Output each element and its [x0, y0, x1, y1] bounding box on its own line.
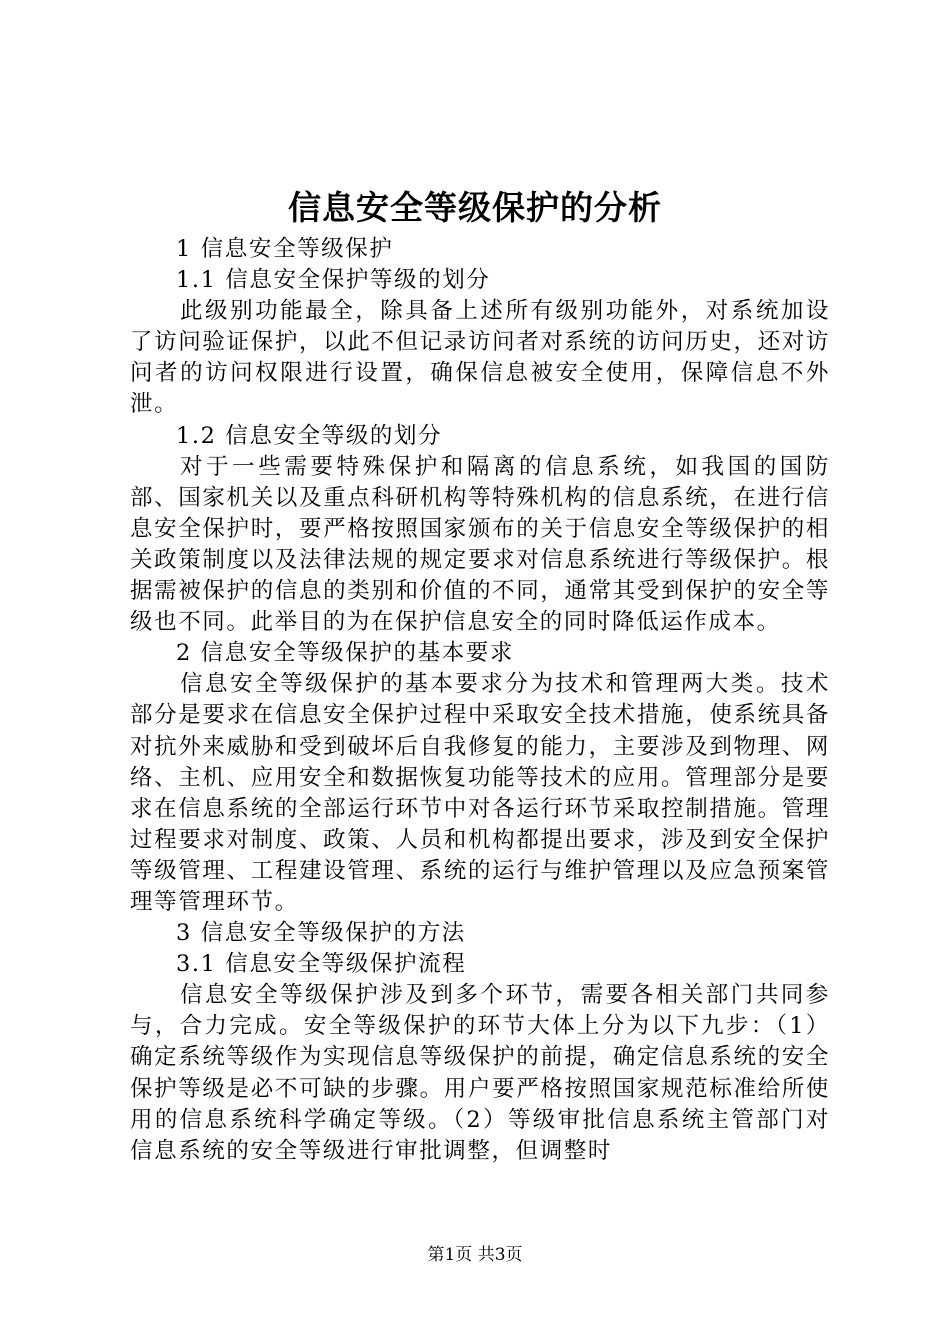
- section-heading: 1 信息安全等级保护: [176, 236, 394, 262]
- page-number-footer: 第1页 共3页: [427, 1245, 523, 1265]
- document-title: 信息安全等级保护的分析: [288, 188, 662, 227]
- section-heading: 3 信息安全等级保护的方法: [176, 920, 466, 947]
- body-paragraph: 信息安全等级保护的基本要求分为技术和管理两大类。技术部分是要求在信息安全保护过程中采取安全技术措施，使系统具备对抗外来威胁和受到破坏后自我修复的能力，主要涉及到物理、网络、主机、应用安全和数据恢复功能等技术的应用。管理部分是要求在信息系统的全部运行环节中对各运行环节采取控制措施。管理过程要求对制度、政策、人员和机构都提出要求，涉及到安全保护等级管理、工程建设管理、系统的运行与维护管理以及应急预案管理等管理环节。: [130, 671, 830, 915]
- body-paragraph: 信息安全等级保护涉及到多个环节，需要各相关部门共同参与，合力完成。安全等级保护的环节大体上分为以下九步：（1）确定系统等级作为实现信息等级保护的前提，确定信息系统的安全保护等级是必不可缺的步骤。用户要严格按照国家规范标准给所使用的信息系统科学确定等级。（2）等级审批信息系统主管部门对信息系统的安全等级进行审批调整，但调整时: [130, 982, 830, 1164]
- subsection-heading: 1.2 信息安全等级的划分: [176, 422, 443, 449]
- body-paragraph: 对于一些需要特殊保护和隔离的信息系统，如我国的国防部、国家机关以及重点科研机构等特殊机构的信息系统，在进行信息安全保护时，要严格按照国家颁布的关于信息安全等级保护的相关政策制度以及法律法规的规定要求对信息系统进行等级保护。根据需被保护的信息的类别和价值的不同，通常其受到保护的安全等级也不同。此举目的为在保护信息安全的同时降低运作成本。: [130, 453, 830, 636]
- section-heading: 2 信息安全等级保护的基本要求: [176, 640, 514, 667]
- body-paragraph: 此级别功能最全，除具备上述所有级别功能外，对系统加设了访问验证保护，以此不但记录访问者对系统的访问历史，还对访问者的访问权限进行设置，确保信息被安全使用，保障信息不外泄。: [130, 298, 830, 418]
- subsection-heading: 3.1 信息安全等级保护流程: [176, 951, 467, 978]
- subsection-heading: 1.1 信息安全保护等级的划分: [176, 267, 491, 294]
- document-body: [130, 234, 830, 1167]
